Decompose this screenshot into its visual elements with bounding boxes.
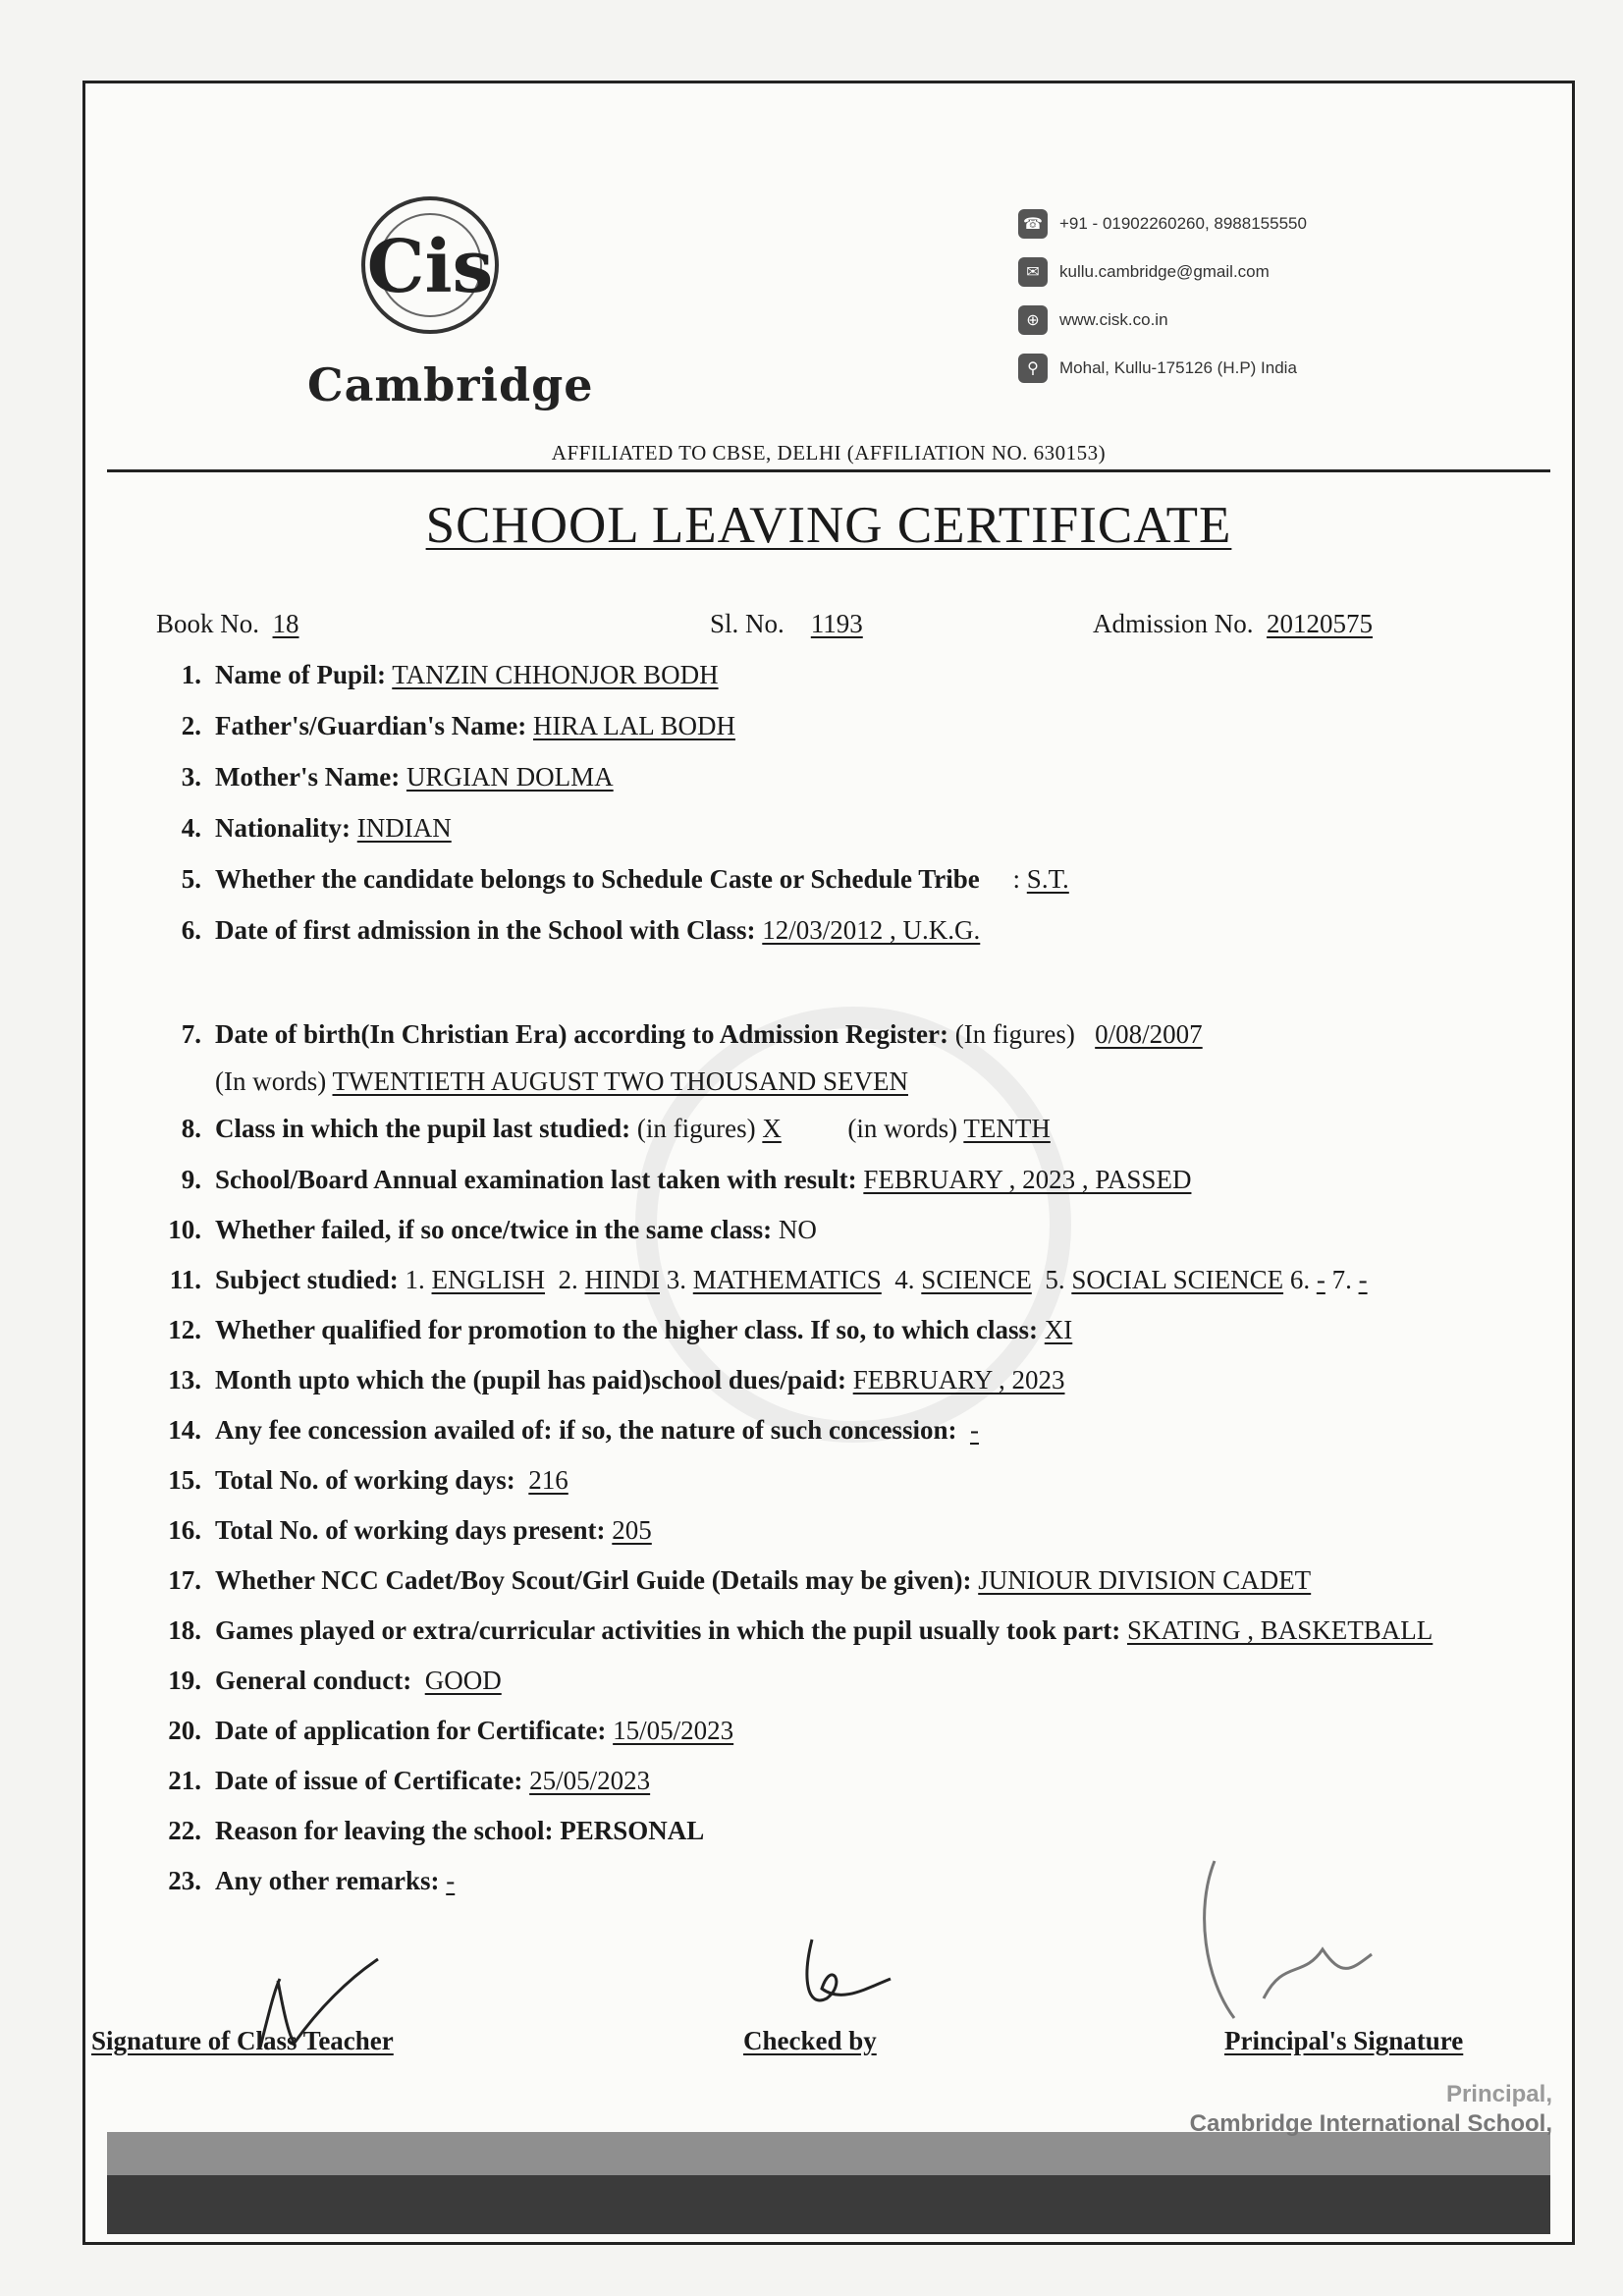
item-num: 4. [181, 813, 201, 843]
item-value: FEBRUARY , 2023 , PASSED [863, 1165, 1192, 1194]
item-label: Any other remarks: [215, 1866, 440, 1895]
item-2 [156, 711, 735, 741]
item-label: Any fee concession availed of: if so, the nature of such concession: [215, 1415, 957, 1445]
footer-band-dark [107, 2175, 1550, 2234]
item-num: 13. [168, 1365, 201, 1394]
subject-value: HINDI [584, 1265, 661, 1294]
item-value: URGIAN DOLMA [406, 762, 614, 792]
item-label: Class in which the pupil last studied: [215, 1114, 631, 1143]
affiliation-line: AFFILIATED TO CBSE, DELHI (AFFILIATION NO. 630153) [551, 441, 1107, 465]
item-value: 216 [528, 1465, 568, 1495]
item-num: 21. [168, 1766, 201, 1795]
mail-icon: ✉ [1018, 257, 1048, 287]
item-words-value: TENTH [963, 1114, 1051, 1143]
item-num: 17. [168, 1565, 201, 1595]
item-16 [156, 1515, 652, 1546]
item-8 [156, 1114, 1051, 1144]
location-pin-icon: ⚲ [1018, 354, 1048, 383]
checked-by-label: Checked by [743, 2026, 877, 2055]
item-label: School/Board Annual examination last taken with result: [215, 1165, 857, 1194]
subject-value: SCIENCE [921, 1265, 1032, 1294]
item-figures-label: (In figures) [954, 1019, 1075, 1049]
subject-num: 2. [558, 1265, 578, 1294]
subject-value: SOCIAL SCIENCE [1071, 1265, 1284, 1294]
item-num: 5. [181, 864, 201, 894]
item-label: Whether failed, if so once/twice in the same class: [215, 1215, 773, 1244]
item-num: 19. [168, 1666, 201, 1695]
contact-address [1018, 344, 1431, 392]
item-words-label: (In words) [215, 1066, 327, 1096]
serial-value: 1193 [810, 609, 863, 638]
item-num: 11. [169, 1265, 201, 1294]
item-12 [156, 1315, 1072, 1345]
serial-number [710, 609, 863, 639]
item-num: 2. [181, 711, 201, 740]
item-label: Whether qualified for promotion to the higher class. If so, to which class: [215, 1315, 1039, 1344]
item-value: SKATING , BASKETBALL [1127, 1615, 1434, 1645]
subject-value: MATHEMATICS [692, 1265, 882, 1294]
admission-label: Admission No. [1093, 609, 1254, 638]
item-20 [156, 1716, 733, 1746]
item-label: Total No. of working days present: [215, 1515, 606, 1545]
subject-num: 1. [405, 1265, 425, 1294]
item-num: 10. [168, 1215, 201, 1244]
item-4 [156, 813, 452, 844]
subject-num: 5. [1045, 1265, 1065, 1294]
certificate-title: SCHOOL LEAVING CERTIFICATE [425, 497, 1232, 554]
phone-icon: ☎ [1018, 209, 1048, 239]
subject-value: ENGLISH [431, 1265, 546, 1294]
item-22 [156, 1816, 704, 1846]
item-label: Name of Pupil: [215, 660, 386, 689]
item-label: Games played or extra/curricular activities in which the pupil usually took part: [215, 1615, 1121, 1645]
item-value: NO [778, 1215, 817, 1244]
svg-text:Cis: Cis [366, 225, 494, 309]
item-num: 7. [181, 1019, 201, 1049]
subject-value: - [1358, 1265, 1368, 1294]
item-21 [156, 1766, 650, 1796]
contact-address-text: Mohal, Kullu-175126 (H.P) India [1059, 357, 1297, 377]
item-value: PERSONAL [560, 1816, 705, 1845]
item-num: 18. [168, 1615, 201, 1645]
item-value: - [446, 1866, 456, 1895]
item-6 [156, 915, 980, 946]
item-value: S.T. [1026, 864, 1069, 894]
item-19 [156, 1666, 502, 1696]
item-7-words [215, 1066, 908, 1097]
item-10 [156, 1215, 817, 1245]
item-value: FEBRUARY , 2023 [852, 1365, 1065, 1394]
item-label: Date of issue of Certificate: [215, 1766, 523, 1795]
stamp-school-name: Cambridge International School, [1189, 2110, 1552, 2137]
item-num: 22. [168, 1816, 201, 1845]
checked-by-signature-scrawl [773, 1930, 910, 2038]
book-value: 18 [272, 609, 299, 638]
item-13 [156, 1365, 1064, 1395]
item-label: Whether the candidate belongs to Schedule Caste or Schedule Tribe [215, 864, 980, 894]
subject-num: 6. [1289, 1265, 1311, 1294]
item-num: 15. [168, 1465, 201, 1495]
item-label: General conduct: [215, 1666, 412, 1695]
item-11 [156, 1265, 1368, 1295]
admission-value: 20120575 [1267, 609, 1374, 638]
item-num: 8. [181, 1114, 201, 1143]
item-value: JUNIOUR DIVISION CADET [978, 1565, 1312, 1595]
item-figures-label: (in figures) [636, 1114, 756, 1143]
contact-email [1018, 247, 1431, 296]
item-value: 0/08/2007 [1095, 1019, 1203, 1049]
item-value: 15/05/2023 [613, 1716, 734, 1745]
logo-emblem-icon [307, 172, 553, 358]
item-num: 23. [168, 1866, 201, 1895]
item-label: Date of first admission in the School with Class: [215, 915, 756, 945]
item-label: Month upto which the (pupil has paid)school dues/paid: [215, 1365, 846, 1394]
contact-phone-text: +91 - 01902260260, 8988155550 [1059, 213, 1307, 233]
subject-num: 7. [1331, 1265, 1352, 1294]
subject-num: 4. [894, 1265, 915, 1294]
globe-icon: ⊕ [1018, 305, 1048, 335]
admission-number [1093, 609, 1373, 639]
item-num: 6. [181, 915, 201, 945]
item-separator: : [1012, 864, 1021, 894]
book-number [156, 609, 299, 639]
item-value: HIRA LAL BODH [533, 711, 735, 740]
item-label: Mother's Name: [215, 762, 401, 792]
school-logo [307, 172, 594, 447]
item-label: Father's/Guardian's Name: [215, 711, 527, 740]
item-label: Subject studied: [215, 1265, 399, 1294]
item-num: 1. [181, 660, 201, 689]
item-value: - [969, 1415, 979, 1445]
item-17 [156, 1565, 1311, 1596]
stamp-principal: Principal, [1445, 2081, 1552, 2107]
item-1 [156, 660, 719, 690]
logo-wordmark: Cambridge [307, 358, 594, 411]
item-label: Whether NCC Cadet/Boy Scout/Girl Guide (Details may be given): [215, 1565, 972, 1595]
contact-website [1018, 296, 1431, 344]
certificate-sheet [82, 81, 1575, 2245]
header-divider [107, 469, 1550, 472]
subject-value: - [1316, 1265, 1325, 1294]
item-value: X [762, 1114, 782, 1143]
item-value: XI [1044, 1315, 1073, 1344]
item-5 [156, 864, 1069, 895]
item-label: Reason for leaving the school: [215, 1816, 554, 1845]
serial-label: Sl. No. [710, 609, 784, 638]
item-label: Date of birth(In Christian Era) according to Admission Register: [215, 1019, 948, 1049]
item-7 [156, 1019, 1203, 1050]
contact-email-text: kullu.cambridge@gmail.com [1059, 261, 1270, 281]
contact-phone [1018, 199, 1431, 247]
item-value: GOOD [424, 1666, 502, 1695]
item-label: Total No. of working days: [215, 1465, 515, 1495]
item-9 [156, 1165, 1191, 1195]
item-words-value: TWENTIETH AUGUST TWO THOUSAND SEVEN [332, 1066, 908, 1096]
item-23 [156, 1866, 455, 1896]
item-num: 9. [181, 1165, 201, 1194]
item-15 [156, 1465, 568, 1496]
item-value: 205 [612, 1515, 652, 1545]
item-num: 20. [168, 1716, 201, 1745]
contact-website-text: www.cisk.co.in [1059, 309, 1168, 329]
item-num: 16. [168, 1515, 201, 1545]
item-3 [156, 762, 614, 793]
contact-block [1018, 199, 1431, 392]
footer-band-light [107, 2132, 1550, 2175]
item-num: 3. [181, 762, 201, 792]
item-label: Date of application for Certificate: [215, 1716, 607, 1745]
item-value: TANZIN CHHONJOR BODH [392, 660, 719, 689]
item-words-label: (in words) [847, 1114, 958, 1143]
class-teacher-signature-label: Signature of Class Teacher [91, 2026, 394, 2055]
item-14 [156, 1415, 979, 1446]
subject-num: 3. [666, 1265, 687, 1294]
item-num: 14. [168, 1415, 201, 1445]
item-num: 12. [168, 1315, 201, 1344]
item-value: 25/05/2023 [529, 1766, 651, 1795]
item-value: 12/03/2012 , U.K.G. [762, 915, 981, 945]
book-label: Book No. [156, 609, 260, 638]
principal-signature-label: Principal's Signature [1224, 2026, 1464, 2055]
item-label: Nationality: [215, 813, 351, 843]
item-value: INDIAN [356, 813, 452, 843]
item-18 [156, 1615, 1433, 1646]
